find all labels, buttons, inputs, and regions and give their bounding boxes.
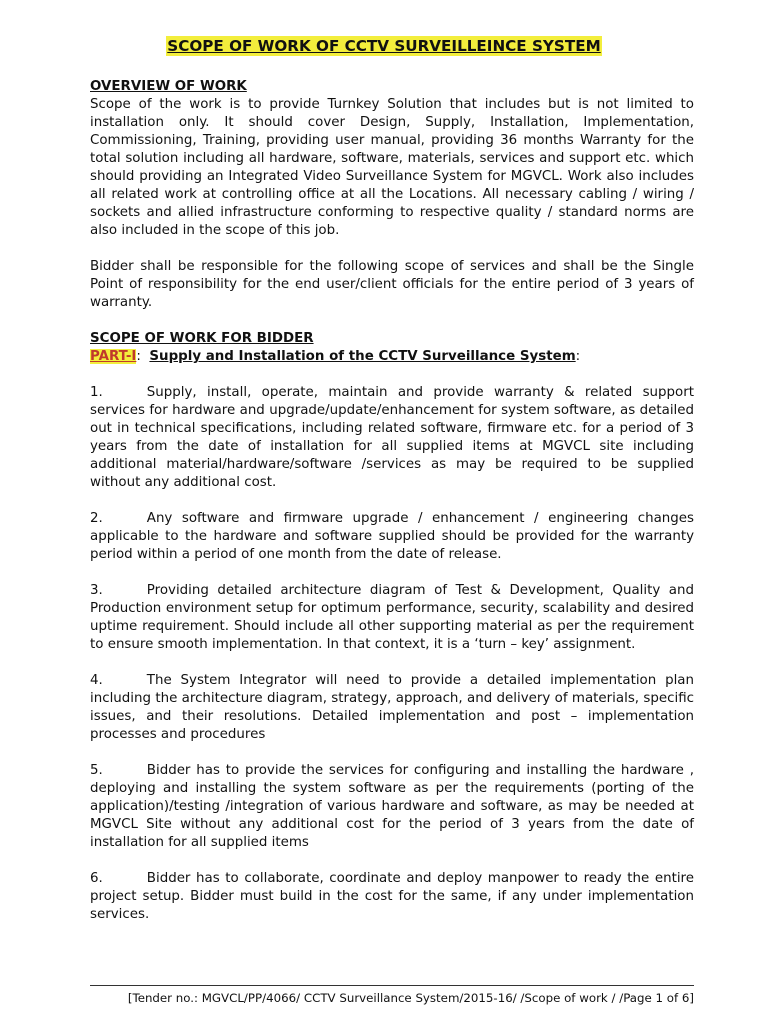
item-number: 1. [90, 385, 103, 400]
scope-item-4 [90, 672, 694, 744]
item-text: Any software and firmware upgrade / enhancement / engineering changes applicable to the hardware and software supplied should be provided for the warranty period within a period of one month from the date of release. [90, 511, 694, 562]
overview-heading: OVERVIEW OF WORK [90, 79, 247, 94]
document-body [90, 78, 694, 924]
bidder-heading: SCOPE OF WORK FOR BIDDER [90, 331, 314, 346]
scope-item-5 [90, 762, 694, 852]
item-number: 4. [90, 673, 103, 688]
part-separator: : [136, 349, 150, 364]
part-heading [90, 348, 694, 366]
item-text: Bidder has to provide the services for configuring and installing the hardware , deploying and installing the system software as per the requirements (porting of the application)/testing /integration of various hardware and software, as may be needed at MGVCL Site without any additional cost for the period of 3 years from the date of installation for all supplied items [90, 763, 694, 850]
part-title: Supply and Installation of the CCTV Surveillance System [149, 349, 576, 364]
part-end: : [575, 349, 581, 364]
footer-divider [90, 985, 694, 986]
document-title: SCOPE OF WORK OF CCTV SURVEILLEINCE SYSTEM [167, 37, 601, 55]
item-text: Supply, install, operate, maintain and provide warranty & related support services for hardware and upgrade/update/enhancement for system software, as detailed out in technical specifications, including related software, firmware etc. for a period of 3 years from the date of installation for all supplied items at MGVCL site including additional material/hardware/software /services as may be required to be supplied without any additional cost. [90, 385, 694, 490]
overview-paragraph-2: Bidder shall be responsible for the following scope of services and shall be the Single Point of responsibility for the end user/client officials for the entire period of 3 years of warranty. [90, 259, 694, 310]
scope-item-2 [90, 510, 694, 564]
item-text: The System Integrator will need to provide a detailed implementation plan including the architecture diagram, strategy, approach, and delivery of materials, specific issues, and their resolutions. Detailed implementation and post – implementation processes and procedures [90, 673, 694, 742]
item-number: 2. [90, 511, 103, 526]
item-number: 3. [90, 583, 103, 598]
item-text: Providing detailed architecture diagram of Test & Development, Quality and Production environment setup for optimum performance, security, scalability and desired uptime requirement. Should include all other supporting material as per the requirement to ensure smooth implementation. In that context, it is a ‘turn – key’ assignment. [90, 583, 694, 652]
item-number: 5. [90, 763, 103, 778]
page-footer: [Tender no.: MGVCL/PP/4066/ CCTV Surveillance System/2015-16/ /Scope of work / /Page 1 of 6] [127, 991, 694, 1005]
scope-item-1 [90, 384, 694, 492]
part-label: PART-I [90, 349, 137, 364]
overview-paragraph-1: Scope of the work is to provide Turnkey Solution that includes but is not limited to installation only. It should cover Design, Supply, Installation, Implementation, Commissioning, Training, providing user manual, providing 36 months Warranty for the total solution including all hardware, software, materials, services and support etc. which should providing an Integrated Video Surveillance System for MGVCL. Work also includes all related work at controlling office at all the Locations. All necessary cabling / wiring / sockets and allied infrastructure conforming to respective quality / standard norms are also included in the scope of this job. [90, 97, 694, 238]
scope-item-6 [90, 870, 694, 924]
item-text: Bidder has to collaborate, coordinate and deploy manpower to ready the entire project setup. Bidder must build in the cost for the same, if any under implementation services. [90, 871, 694, 922]
scope-item-3 [90, 582, 694, 654]
title-wrap [0, 36, 768, 56]
item-number: 6. [90, 871, 103, 886]
